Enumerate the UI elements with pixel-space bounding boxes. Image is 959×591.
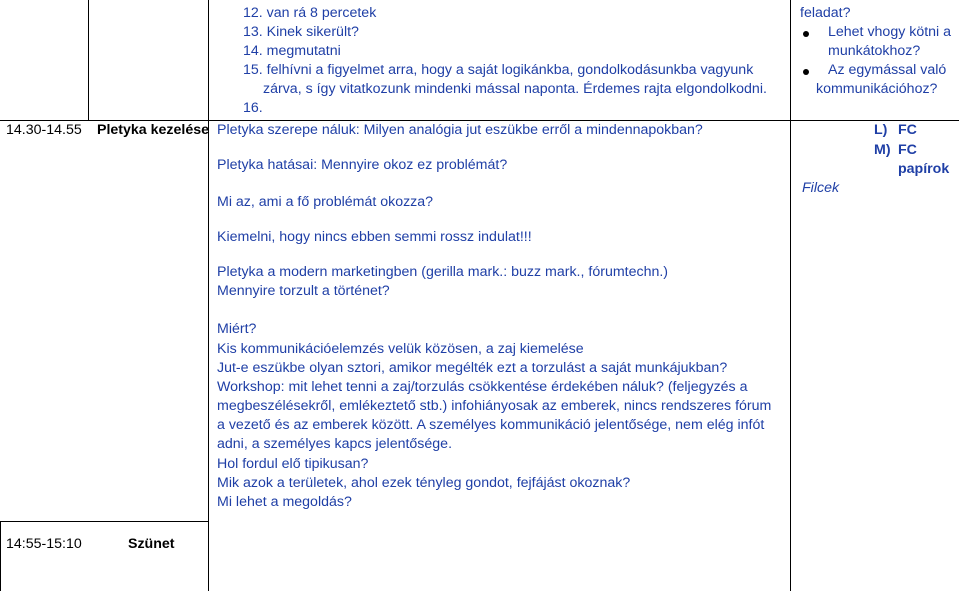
bullet-text: Lehet vhogy kötni a (828, 24, 952, 40)
content-line: Mennyire torzult a történet? (217, 283, 390, 299)
bullet-text: kommunikációhoz? (816, 81, 938, 97)
col-divider-left (0, 521, 1, 591)
right-top-text: feladat? (800, 5, 851, 21)
list-item: 14. megmutatni (243, 43, 341, 59)
tool-letter: M) (874, 142, 891, 158)
list-item: 12. van rá 8 percetek (243, 5, 377, 21)
content-line: Miért? (217, 321, 257, 337)
list-item: 13. Kinek sikerült? (243, 24, 359, 40)
content-line: Hol fordul elő tipikusan? (217, 456, 369, 472)
bullet-dot (803, 69, 809, 75)
tool-text: FC (898, 122, 917, 138)
col-divider-1 (88, 0, 89, 120)
filcek-label: Filcek (802, 180, 840, 196)
col-divider-3 (790, 0, 791, 591)
list-item: 15. felhívni a figyelmet arra, hogy a saját logikánkba, gondolkodásunkba vagyunk (243, 62, 754, 78)
content-line: Mi lehet a megoldás? (217, 494, 352, 510)
row-title: Szünet (128, 536, 175, 552)
row-time: 14.30-14.55 (6, 122, 82, 138)
row-divider-2 (0, 521, 208, 522)
content-line: Kiemelni, hogy nincs ebben semmi rossz indulat!!! (217, 229, 532, 245)
row-title: Pletyka kezelése (97, 122, 210, 138)
content-line: Workshop: mit lehet tenni a zaj/torzulás csökkentése érdekében náluk? (feljegyzés a (217, 379, 748, 395)
content-line: Pletyka szerepe náluk: Milyen analógia jut eszükbe erről a mindennapokban? (217, 122, 703, 138)
content-line: Pletyka hatásai: Mennyire okoz ez problémát? (217, 157, 508, 173)
bullet-dot (803, 31, 809, 37)
content-line: Pletyka a modern marketingben (gerilla mark.: buzz mark., fórumtechn.) (217, 264, 669, 280)
col-divider-2 (208, 0, 209, 591)
list-item: 16. (243, 100, 263, 116)
content-line: adni, a személyes kapcs jelentősége. (217, 436, 453, 452)
bullet-text: Az egymással való (828, 62, 947, 78)
tool-letter: L) (874, 122, 888, 138)
content-line: Mik azok a területek, ahol ezek tényleg gondot, fejfájást okoznak? (217, 475, 631, 491)
content-line: Kis kommunikációelemzés velük közösen, a zaj kiemelése (217, 341, 584, 357)
list-item: zárva, s így vitatkozunk mindenki mással naponta. Érdemes rajta elgondolkodni. (263, 81, 767, 97)
content-line: Mi az, ami a fő problémát okozza? (217, 194, 434, 210)
content-line: megbeszélésekről, emlékeztető stb.) infohiányosak az emberek, nincs rendszeres fórum (217, 398, 772, 414)
tool-extra: papírok (898, 161, 950, 177)
tool-text: FC (898, 142, 917, 158)
bullet-text: munkátokhoz? (828, 43, 921, 59)
row-time: 14:55-15:10 (6, 536, 82, 552)
content-line: Jut-e eszükbe olyan sztori, amikor megélték ezt a torzulást a saját munkájukban? (217, 360, 728, 376)
content-line: a vezető és az emberek között. A személyes kommunikáció jelentősége, nem elég infót (217, 417, 765, 433)
